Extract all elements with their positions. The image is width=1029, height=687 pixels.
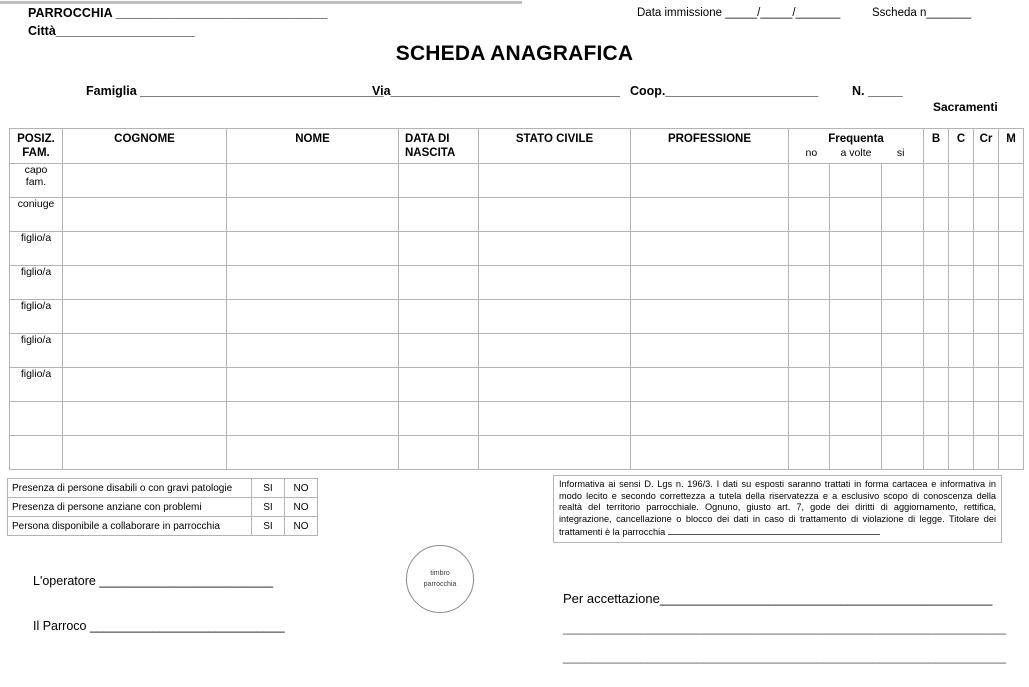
cell-sacramento-b[interactable] xyxy=(924,334,949,368)
cell-professione[interactable] xyxy=(631,300,789,334)
cell-data-nascita[interactable] xyxy=(399,164,479,198)
row-position-line1: figlio/a xyxy=(20,334,52,346)
timbro-parrocchia-stamp-area xyxy=(406,545,474,613)
checklist-yes-anziane[interactable]: SI xyxy=(252,498,285,517)
cell-sacramento-c[interactable] xyxy=(949,334,974,368)
cell-sacramento-m[interactable] xyxy=(999,232,1024,266)
cell-sacramento-b[interactable] xyxy=(924,266,949,300)
checklist-yes-collaborare[interactable]: SI xyxy=(252,517,285,536)
column-header-sacramento-b: B xyxy=(924,129,949,164)
cell-frequenta-si[interactable] xyxy=(882,402,924,436)
cell-sacramento-b[interactable] xyxy=(924,402,949,436)
cell-sacramento-cr[interactable] xyxy=(974,266,999,300)
column-header-nome: NOME xyxy=(227,129,399,164)
cell-sacramento-m[interactable] xyxy=(999,266,1024,300)
cell-frequenta-no[interactable] xyxy=(789,164,830,198)
cell-data-nascita[interactable] xyxy=(399,436,479,470)
cell-frequenta-avolte[interactable] xyxy=(830,334,882,368)
cell-frequenta-no[interactable] xyxy=(789,368,830,402)
column-header-frequenta-avolte: a volte xyxy=(840,147,872,159)
cell-sacramento-c[interactable] xyxy=(949,402,974,436)
cell-cognome[interactable] xyxy=(63,266,227,300)
cell-frequenta-avolte[interactable] xyxy=(830,198,882,232)
accettazione-blank-line-3: _______________________________________________________________ xyxy=(563,649,1006,664)
via-field-label: Via_________________________________ xyxy=(372,84,620,98)
row-position-line1: figlio/a xyxy=(20,368,52,380)
checklist-row xyxy=(8,498,318,517)
privacy-notice-box xyxy=(553,475,1002,543)
row-position-label xyxy=(10,300,63,334)
column-header-posizione-line2: FAM. xyxy=(22,147,50,159)
cell-sacramento-cr[interactable] xyxy=(974,368,999,402)
cell-sacramento-c[interactable] xyxy=(949,164,974,198)
column-header-sacramento-cr: Cr xyxy=(974,129,999,164)
cell-sacramento-cr[interactable] xyxy=(974,300,999,334)
cell-nome[interactable] xyxy=(227,368,399,402)
row-position-line1: coniuge xyxy=(17,198,55,210)
cell-cognome[interactable] xyxy=(63,402,227,436)
cell-professione[interactable] xyxy=(631,402,789,436)
cell-sacramento-b[interactable] xyxy=(924,198,949,232)
cell-sacramento-m[interactable] xyxy=(999,436,1024,470)
cell-frequenta-no[interactable] xyxy=(789,436,830,470)
cell-cognome[interactable] xyxy=(63,198,227,232)
row-position-label xyxy=(10,368,63,402)
cell-stato-civile[interactable] xyxy=(479,232,631,266)
cell-sacramento-c[interactable] xyxy=(949,368,974,402)
row-position-line1: figlio/a xyxy=(20,300,52,312)
row-position-line2: fam. xyxy=(25,176,47,188)
cell-professione[interactable] xyxy=(631,334,789,368)
anagrafica-table xyxy=(9,128,1024,470)
checklist-row xyxy=(8,517,318,536)
cell-sacramento-cr[interactable] xyxy=(974,198,999,232)
cell-frequenta-si[interactable] xyxy=(882,232,924,266)
citta-field-label: Città____________________ xyxy=(28,24,195,38)
cell-frequenta-no[interactable] xyxy=(789,266,830,300)
checklist-yes-disabili[interactable]: SI xyxy=(252,479,285,498)
column-header-frequenta-label: Frequenta xyxy=(828,133,884,145)
cell-frequenta-avolte[interactable] xyxy=(830,232,882,266)
cell-sacramento-m[interactable] xyxy=(999,164,1024,198)
top-divider-rule xyxy=(0,1,522,4)
cell-nome[interactable] xyxy=(227,198,399,232)
cell-stato-civile[interactable] xyxy=(479,266,631,300)
cell-stato-civile[interactable] xyxy=(479,334,631,368)
table-row[interactable] xyxy=(10,164,1024,198)
cell-sacramento-cr[interactable] xyxy=(974,402,999,436)
table-row[interactable] xyxy=(10,402,1024,436)
cell-sacramento-cr[interactable] xyxy=(974,164,999,198)
cell-nome[interactable] xyxy=(227,436,399,470)
accettazione-signature-field: Per accettazione______________________________________________ xyxy=(563,591,993,606)
row-position-line1: figlio/a xyxy=(20,232,52,244)
checklist-no-anziane[interactable]: NO xyxy=(285,498,318,517)
parroco-signature-field: Il Parroco ____________________________ xyxy=(33,619,285,633)
table-row[interactable] xyxy=(10,198,1024,232)
cell-cognome[interactable] xyxy=(63,334,227,368)
row-position-line1: figlio/a xyxy=(20,266,52,278)
row-position-label xyxy=(10,402,63,436)
cell-stato-civile[interactable] xyxy=(479,300,631,334)
checklist-label-collaborare: Persona disponibile a collaborare in parrocchia xyxy=(8,517,252,536)
cell-stato-civile[interactable] xyxy=(479,164,631,198)
sacramenti-group-label: Sacramenti xyxy=(933,100,998,114)
cell-data-nascita[interactable] xyxy=(399,198,479,232)
column-header-frequenta-si: si xyxy=(896,147,905,159)
cell-nome[interactable] xyxy=(227,232,399,266)
cell-frequenta-si[interactable] xyxy=(882,266,924,300)
timbro-line1: timbro xyxy=(430,570,450,577)
cell-frequenta-avolte[interactable] xyxy=(830,164,882,198)
scheda-numero-field-label: Sscheda n_______ xyxy=(872,7,972,19)
anagrafica-table-body xyxy=(10,164,1024,470)
column-header-professione: PROFESSIONE xyxy=(631,129,789,164)
cell-frequenta-si[interactable] xyxy=(882,300,924,334)
cell-frequenta-no[interactable] xyxy=(789,198,830,232)
cell-sacramento-m[interactable] xyxy=(999,300,1024,334)
cell-professione[interactable] xyxy=(631,436,789,470)
checklist-label-anziane: Presenza di persone anziane con problemi xyxy=(8,498,252,517)
row-position-label xyxy=(10,436,63,470)
table-row[interactable] xyxy=(10,300,1024,334)
row-position-label xyxy=(10,334,63,368)
row-position-label xyxy=(10,198,63,232)
checklist-no-disabili[interactable]: NO xyxy=(285,479,318,498)
checklist-label-disabili: Presenza di persone disabili o con gravi patologie xyxy=(8,479,252,498)
cell-frequenta-avolte[interactable] xyxy=(830,368,882,402)
cell-stato-civile[interactable] xyxy=(479,368,631,402)
column-header-data-nascita xyxy=(399,129,479,164)
cell-sacramento-c[interactable] xyxy=(949,232,974,266)
cell-data-nascita[interactable] xyxy=(399,232,479,266)
row-position-label xyxy=(10,232,63,266)
cell-sacramento-cr[interactable] xyxy=(974,436,999,470)
cell-sacramento-c[interactable] xyxy=(949,300,974,334)
cell-frequenta-avolte[interactable] xyxy=(830,300,882,334)
cell-professione[interactable] xyxy=(631,198,789,232)
cell-nome[interactable] xyxy=(227,164,399,198)
cell-sacramento-cr[interactable] xyxy=(974,334,999,368)
column-header-frequenta xyxy=(789,129,924,164)
cell-frequenta-si[interactable] xyxy=(882,198,924,232)
table-row[interactable] xyxy=(10,436,1024,470)
cell-sacramento-m[interactable] xyxy=(999,402,1024,436)
column-header-cognome: COGNOME xyxy=(63,129,227,164)
row-position-label xyxy=(10,164,63,198)
cell-frequenta-no[interactable] xyxy=(789,334,830,368)
cell-frequenta-avolte[interactable] xyxy=(830,436,882,470)
cell-sacramento-cr[interactable] xyxy=(974,232,999,266)
cell-frequenta-no[interactable] xyxy=(789,402,830,436)
column-header-sacramento-m: M xyxy=(999,129,1024,164)
cell-data-nascita[interactable] xyxy=(399,334,479,368)
checklist-table xyxy=(7,478,318,536)
checklist-row xyxy=(8,479,318,498)
privacy-notice-text: Informativa ai sensi D. Lgs n. 196/3. I dati su esposti saranno trattati in forma cartacea e informativa in modo lecito e secondo correttezza a tutela della riservatezza e a esclusivo scopo di conoscenza della realtà del territorio parrocchiale. Ognuno, giusto art. 7, gode dei diritti di aggiornamento, rettifica, integrazione, cancellazione o blocco dei dati in caso di trattamento di violazione di legge. Titolare dei trattamenti è la parrocchia xyxy=(559,479,996,538)
cell-stato-civile[interactable] xyxy=(479,198,631,232)
cell-sacramento-m[interactable] xyxy=(999,334,1024,368)
cell-frequenta-si[interactable] xyxy=(882,164,924,198)
cell-sacramento-c[interactable] xyxy=(949,198,974,232)
cell-professione[interactable] xyxy=(631,232,789,266)
cell-sacramento-b[interactable] xyxy=(924,300,949,334)
cell-data-nascita[interactable] xyxy=(399,368,479,402)
column-header-stato-civile: STATO CIVILE xyxy=(479,129,631,164)
column-header-frequenta-no: no xyxy=(805,147,818,159)
data-immissione-field-label: Data immissione _____/_____/_______ xyxy=(637,7,841,19)
cell-sacramento-b[interactable] xyxy=(924,164,949,198)
cell-sacramento-b[interactable] xyxy=(924,232,949,266)
cell-sacramento-m[interactable] xyxy=(999,368,1024,402)
cell-frequenta-si[interactable] xyxy=(882,334,924,368)
row-position-label xyxy=(10,266,63,300)
cell-cognome[interactable] xyxy=(63,232,227,266)
column-header-data-nascita-line1: DATA DI xyxy=(405,133,450,145)
table-row[interactable] xyxy=(10,232,1024,266)
cell-cognome[interactable] xyxy=(63,300,227,334)
checklist-no-collaborare[interactable]: NO xyxy=(285,517,318,536)
cell-frequenta-si[interactable] xyxy=(882,368,924,402)
cell-sacramento-c[interactable] xyxy=(949,266,974,300)
cell-data-nascita[interactable] xyxy=(399,266,479,300)
cell-sacramento-m[interactable] xyxy=(999,198,1024,232)
column-header-posizione-line1: POSIZ. xyxy=(17,133,55,145)
cell-cognome[interactable] xyxy=(63,164,227,198)
cell-data-nascita[interactable] xyxy=(399,300,479,334)
cell-nome[interactable] xyxy=(227,402,399,436)
column-header-posizione xyxy=(10,129,63,164)
cell-professione[interactable] xyxy=(631,164,789,198)
cell-stato-civile[interactable] xyxy=(479,436,631,470)
operatore-signature-field: L'operatore _________________________ xyxy=(33,574,274,588)
column-header-sacramento-c: C xyxy=(949,129,974,164)
page-title: SCHEDA ANAGRAFICA xyxy=(395,42,634,65)
family-info-line xyxy=(0,84,1029,102)
coop-field-label: Coop.______________________ xyxy=(630,84,819,98)
cell-stato-civile[interactable] xyxy=(479,402,631,436)
table-header-row xyxy=(10,129,1024,164)
row-position-line1: capo xyxy=(24,164,48,176)
cell-professione[interactable] xyxy=(631,368,789,402)
cell-cognome[interactable] xyxy=(63,368,227,402)
cell-frequenta-no[interactable] xyxy=(789,300,830,334)
accettazione-blank-line-2: _______________________________________________________________ xyxy=(563,620,1006,635)
cell-nome[interactable] xyxy=(227,334,399,368)
cell-data-nascita[interactable] xyxy=(399,402,479,436)
cell-cognome[interactable] xyxy=(63,436,227,470)
cell-nome[interactable] xyxy=(227,266,399,300)
parrocchia-field-label: PARROCCHIA ______________________________ xyxy=(28,6,328,20)
table-row[interactable] xyxy=(10,266,1024,300)
famiglia-field-label: Famiglia ___________________________________ xyxy=(86,84,384,98)
cell-sacramento-b[interactable] xyxy=(924,436,949,470)
privacy-parrocchia-blank[interactable] xyxy=(668,525,880,535)
table-row[interactable] xyxy=(10,368,1024,402)
column-header-data-nascita-line2: NASCITA xyxy=(405,147,456,159)
cell-frequenta-avolte[interactable] xyxy=(830,402,882,436)
cell-frequenta-avolte[interactable] xyxy=(830,266,882,300)
cell-frequenta-no[interactable] xyxy=(789,232,830,266)
cell-frequenta-si[interactable] xyxy=(882,436,924,470)
table-row[interactable] xyxy=(10,334,1024,368)
timbro-line2: parrocchia xyxy=(423,581,457,588)
cell-professione[interactable] xyxy=(631,266,789,300)
cell-sacramento-b[interactable] xyxy=(924,368,949,402)
numero-field-label: N. _____ xyxy=(852,84,903,98)
cell-nome[interactable] xyxy=(227,300,399,334)
cell-sacramento-c[interactable] xyxy=(949,436,974,470)
